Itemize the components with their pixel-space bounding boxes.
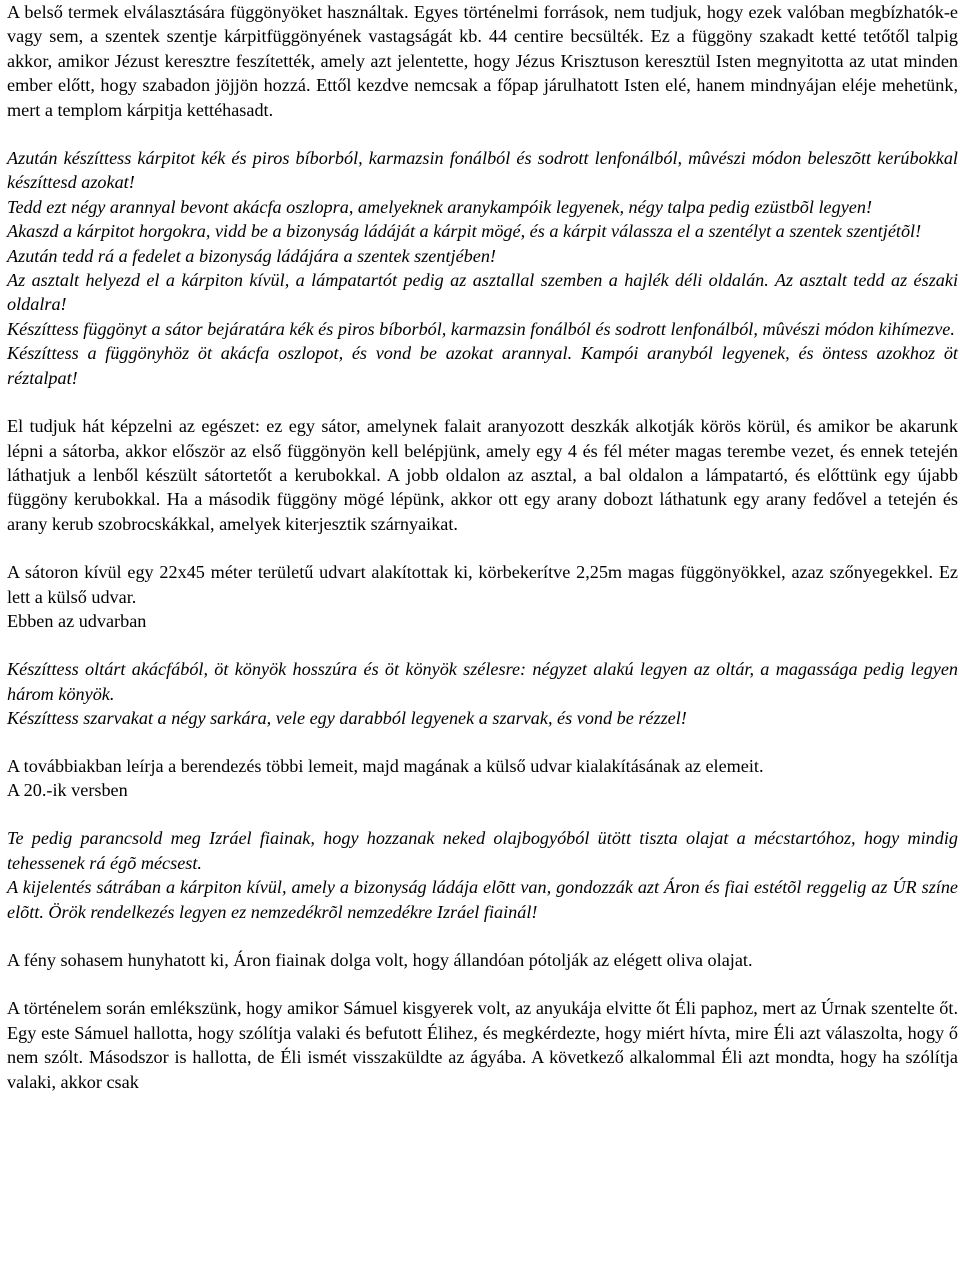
scripture-quote-pillars: Tedd ezt négy arannyal bevont akácfa oszlopra, amelyeknek aranykampóik legyenek, négy talpa pedig ezüstbõl legyen! [7,196,872,217]
paragraph-furnishings: A továbbiakban leírja a berendezés többi lemeit, majd magának a külső udvar kialakításának az elemeit. [7,755,764,776]
scripture-quote-tent-of-meeting: A kijelentés sátrában a kárpiton kívül, amely a bizonyság ládája elõtt van, gondozzák azt Áron és fiai estétõl reggelig az ÚR színe elõtt. Örök rendelkezés legyen ez nemzedékrõl nemzedékre Izráel fiainál! [7,877,958,922]
scripture-quote-hang-veil: Akaszd a kárpitot horgokra, vidd be a bizonyság ládáját a kárpit mögé, és a kárpit válassza el a szentélyt a szentek szentjétõl! [7,221,922,242]
paragraph-curtains-intro: A belső termek elválasztására függönyöket használtak. Egyes történelmi források, nem tudjuk, hogy ezek valóban megbízhatók-e vagy sem, a szentek szentje kárpitfüggönyének vastagságát kb. 44 centire becsülték. Ez a függöny szakadt ketté tetőtől talpig akkor, amikor Jézust keresztre feszítették, amely azt jelentette, hogy Jézus Krisztuson keresztül Isten megnyitotta az utat minden ember előtt, hogy szabadon jöjjön hozzá. Ettől kezdve nemcsak a főpap járulhatott Isten elé, hanem mindnyájan eléje mehetünk, mert a templom kárpitja kettéhasadt. [7,2,958,120]
paragraph-outer-court: A sátoron kívül egy 22x45 méter területű udvart alakítottak ki, körbekerítve 2,25m magas függönyökkel, azaz szőnyegekkel. Ez lett a külső udvar. [7,562,958,607]
scripture-quote-entrance-pillars: Készíttess a függönyhöz öt akácfa oszlopot, és vond be azokat arannyal. Kampói aranyból legyenek, és öntess azokhoz öt réztalpat! [7,343,958,388]
scripture-quote-table: Az asztalt helyezd el a kárpiton kívül, a lámpatartót pedig az asztallal szemben a hajlék déli oldalán. Az asztalt tedd az északi oldalra! [7,270,958,315]
paragraph-in-this-court: Ebben az udvarban [7,610,147,631]
scripture-quote-altar: Készíttess oltárt akácfából, öt könyök hosszúra és öt könyök szélesre: négyzet alakú legyen az oltár, a magassága pedig legyen három könyök. [7,659,958,704]
paragraph-light-never-out: A fény sohasem hunyhatott ki, Áron fiainak dolga volt, hogy állandóan pótolják az elégett oliva olajat. [7,950,753,970]
paragraph-verse-20: A 20.-ik versben [7,779,128,800]
scripture-quote-horns: Készíttess szarvakat a négy sarkára, vele egy darabból legyenek a szarvak, és vond be rézzel! [7,708,687,729]
scripture-quote-oil: Te pedig parancsold meg Izráel fiainak, hogy hozzanak neked olajbogyóból ütött tiszta olajat a mécstartóhoz, hogy mindig tehessenek rá égõ mécsest. [7,828,958,873]
document-page [7,0,958,1094]
paragraph-samuel: A történelem során emlékszünk, hogy amikor Sámuel kisgyerek volt, az anyukája elvitte őt Éli paphoz, mert az Úrnak szentelte őt. Egy este Sámuel hallotta, hogy szólítja valaki és befutott Élihez, és megkérdezte, hogy miért hívta, mire Éli azt válaszolta, hogy ő nem szólt. Másodszor is hallotta, de Éli ismét visszaküldte az ágyába. A következő alkalommal Éli azt mondta, hogy ha szólítja valaki, akkor csak [7,998,958,1092]
scripture-quote-entrance-curtain: Készíttess függönyt a sátor bejáratára kék és piros bíborból, karmazsin fonálból és sodrott lenfonálból, mûvészi módon kihímezve. [7,318,955,339]
scripture-quote-mercy-seat: Azután tedd rá a fedelet a bizonyság ládájára a szentek szentjében! [7,245,496,266]
scripture-quote-veil: Azután készíttess kárpitot kék és piros bíborból, karmazsin fonálból és sodrott lenfonálból, mûvészi módon beleszõtt kerúbokkal készíttesd azokat! [7,148,958,193]
paragraph-tabernacle-description: El tudjuk hát képzelni az egészet: ez egy sátor, amelynek falait aranyozott deszkák alkotják körös körül, és amikor be akarunk lépni a sátorba, akkor először az első függönyön kell belépjünk, amely egy 4 és fél méter magas terembe vezet, és ennek tetején láthatjuk a lenből készült sátortetőt a kerubokkal. A jobb oldalon az asztal, a bal oldalon a lámpatartó, és előttünk egy újabb függöny kerubokkal. Ha a második függöny mögé lépünk, akkor ott egy arany dobozt láthatunk egy arany fedővel a tetején és arany kerub szobrocskákkal, amelyek kiterjesztik szárnyaikat. [7,416,958,534]
